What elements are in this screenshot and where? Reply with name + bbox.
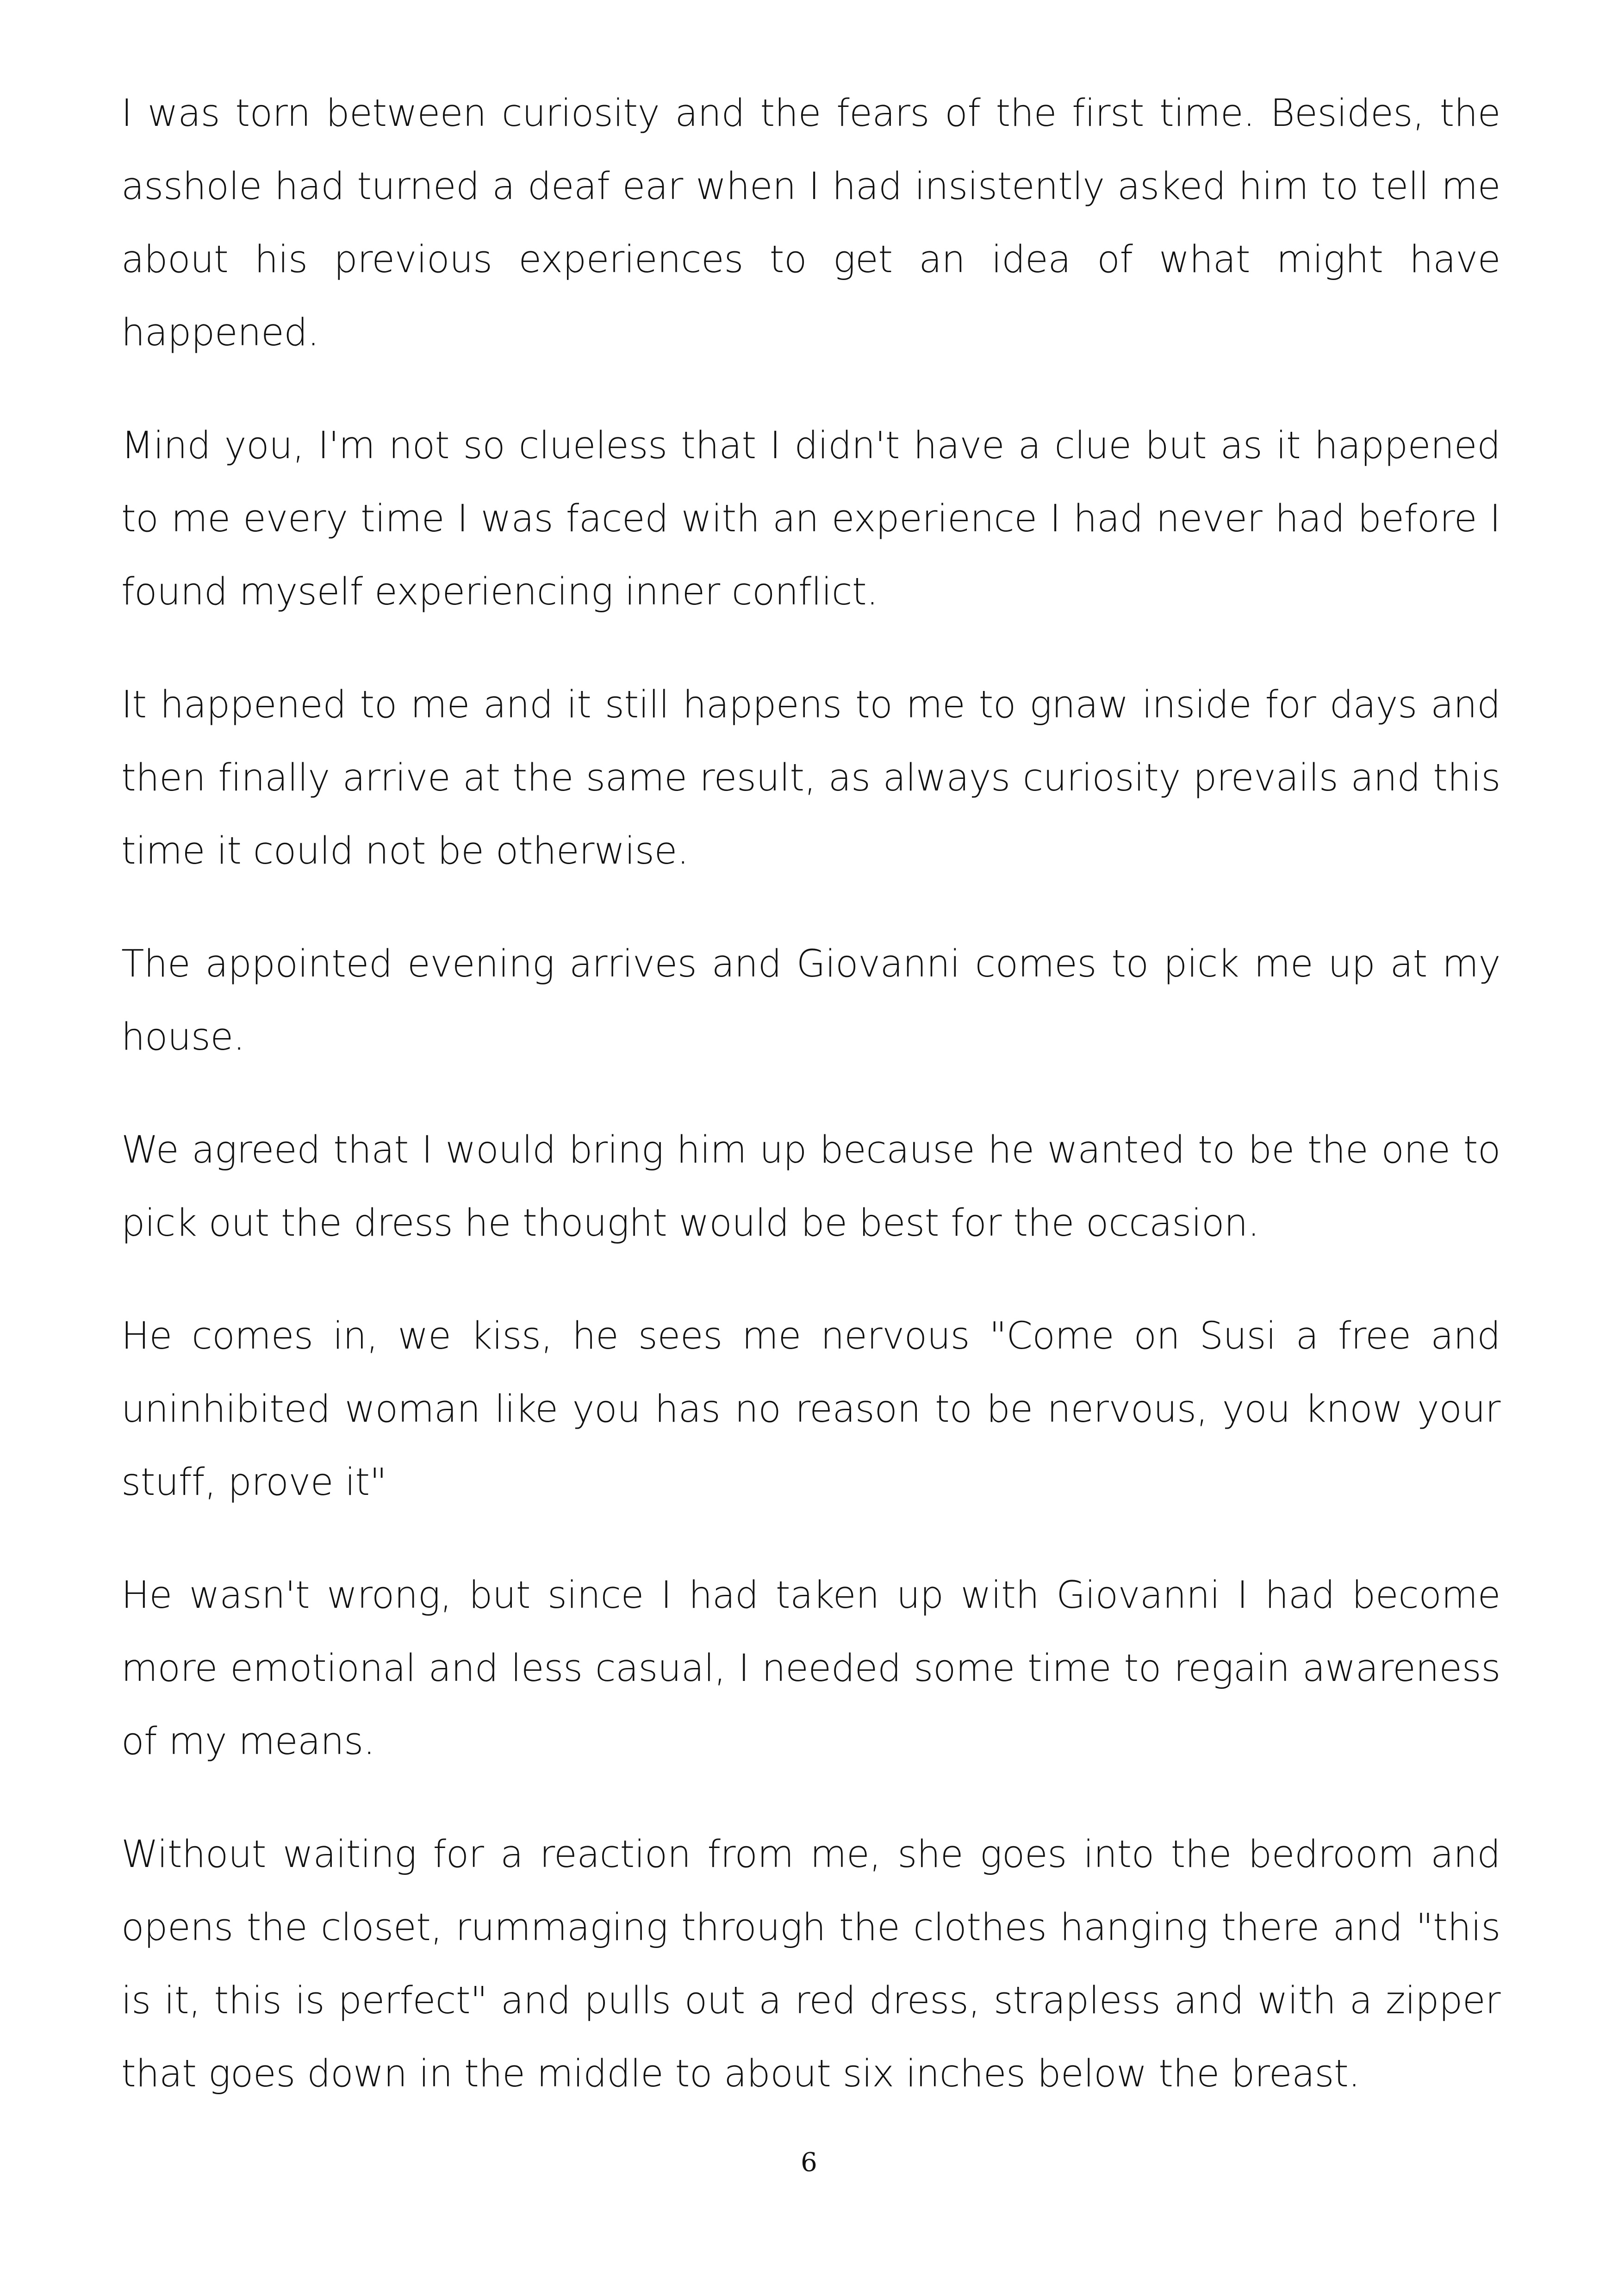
paragraph-1: I was torn between curiosity and the fears of the first time. Besides, the asshole had turned a deaf ear when I had insistently asked him to tell me about his previous experiences to get an idea of what might have happened. <box>121 92 1500 355</box>
paragraph-3: It happened to me and it still happens to me to gnaw inside for days and then finally arrive at the same result, as always curiosity prevails and this time it could not be otherwise. <box>121 683 1500 873</box>
paragraph-4: The appointed evening arrives and Giovanni comes to pick me up at my house. <box>121 942 1500 1059</box>
body-text <box>121 77 1500 2150</box>
paragraph-6: He comes in, we kiss, he sees me nervous "Come on Susi a free and uninhibited woman like you has no reason to be nervous, you know your stuff, prove it" <box>121 1314 1500 1504</box>
paragraph-5: We agreed that I would bring him up because he wanted to be the one to pick out the dress he thought would be best for the occasion. <box>121 1128 1500 1245</box>
page-number: 6 <box>801 2147 817 2178</box>
paragraph-8: Without waiting for a reaction from me, she goes into the bedroom and opens the closet, rummaging through the clothes hanging there and "this is it, this is perfect" and pulls out a red dress, strapless and with a zipper that goes down in the middle to about six inches below the breast. <box>121 1833 1500 2096</box>
paragraph-7: He wasn't wrong, but since I had taken up with Giovanni I had become more emotional and less casual, I needed some time to regain awareness of my means. <box>121 1574 1500 1763</box>
paragraph-2: Mind you, I'm not so clueless that I didn't have a clue but as it happened to me every time I was faced with an experience I had never had before I found myself experiencing inner conflict. <box>121 424 1500 614</box>
